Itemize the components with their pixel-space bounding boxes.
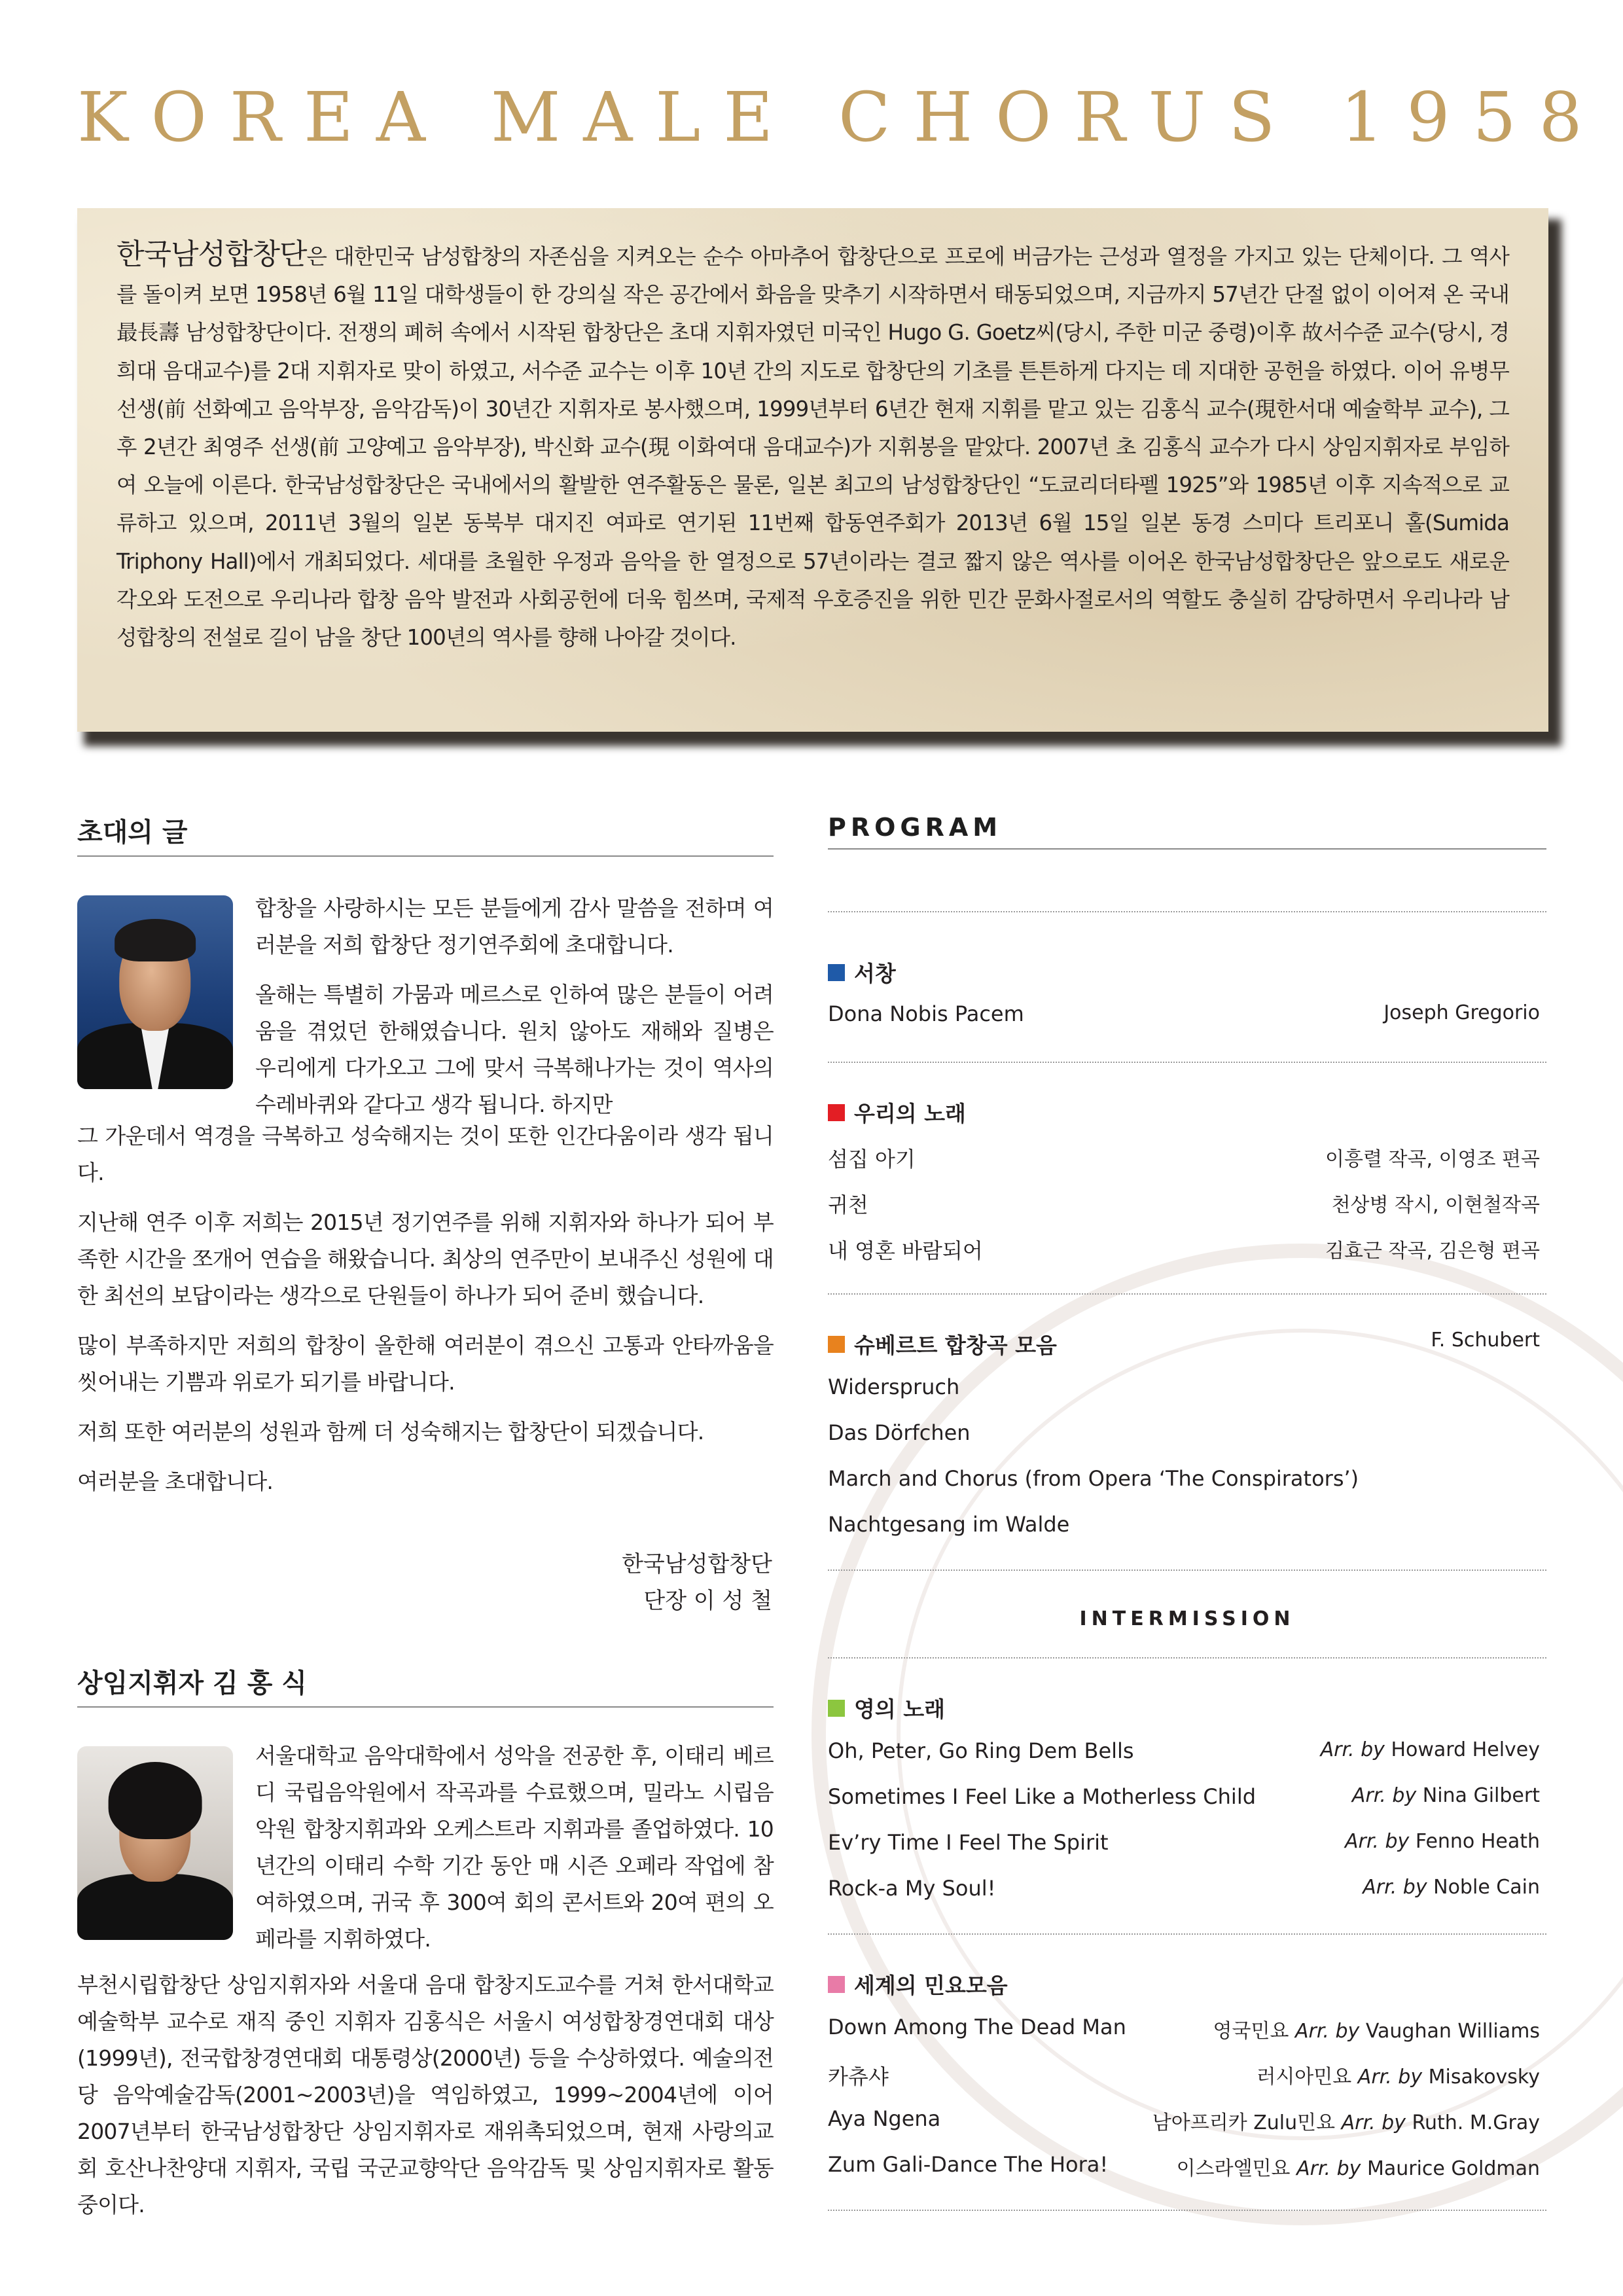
divider [828,2210,1546,2211]
program-heading: PROGRAM [828,813,1546,850]
sign-org: 한국남성합창단 [622,1551,772,1577]
invite-p2: 올해는 특별히 가뭄과 메르스로 인하여 많은 분들이 어려움을 겪었던 한해였습니다. 원치 않아도 재해와 질병은 우리에게 다가오고 그에 맞서 극복해나가는 것이 역사의 수레바퀴와 같다고 생각 됩니다. 하지만 [255,982,774,1117]
song-title: Dona Nobis Pacem [828,1001,1024,1026]
conductor-text-bottom [77,1967,774,2236]
section-label: 영의 노래 [854,1696,946,1722]
conductor-p2: 부천시립합창단 상임지휘자와 서울대 음대 합창지도교수를 거쳐 한서대학교 예술학부 교수로 재직 중인 지휘자 김홍식은 서울시 여성합창경연대회 대상(1999년), 전국합창경연대회 대통령상(2000년) 등을 수상하였다. 예술의전당 음악예술감독(2001~2003년)을 역임하였고, 1999~2004년에 이어 2007년부터 한국남성합창단 상임지휘자로 재위촉되었으며, 현재 사랑의교회 호산나찬양대 지휘자, 국립 국군교향악단 음악감독 및 상임지휘자로 활동 중이다. [77,1972,774,2217]
program-row [828,1784,1540,1809]
arranger: Maurice Goldman [1366,2157,1540,2180]
intro-box [77,208,1548,732]
song-title: Widerspruch [828,1374,960,1399]
arranger: Misakovsky [1428,2066,1540,2089]
song-title: Nachtgesang im Walde [828,1512,1070,1537]
song-credit: 천상병 작시, 이현철작곡 [1331,1194,1540,1217]
song-title: Zum Gali-Dance The Hora! [828,2152,1109,2177]
intermission-label: INTERMISSION [1079,1607,1295,1630]
president-photo [77,895,233,1089]
song-title: Ev’ry Time I Feel The Spirit [828,1830,1109,1855]
intro-lead: 한국남성합창단 [116,238,307,271]
divider [828,1570,1546,1571]
title-letter: A [376,77,425,157]
song-title: Sometimes I Feel Like a Motherless Child [828,1784,1257,1809]
title-letter: H [913,77,973,157]
invite-p6: 여러분을 초대합니다. [77,1469,274,1494]
conductor-text-top [255,1738,774,1971]
green-square-icon [828,1700,845,1717]
song-title: March and Chorus (from Opera ‘The Conspirators’) [828,1466,1359,1491]
title-letter: 8 [1539,77,1582,157]
page-title [77,77,1582,157]
program-row [828,1512,1540,1537]
program-section-folk [828,1969,1008,2000]
arranger: Ruth. M.Gray [1412,2111,1540,2134]
song-title: Das Dörfchen [828,1420,971,1445]
section-label: 세계의 민요모음 [854,1973,1008,1998]
title-letter: O [995,77,1052,157]
arranger: Noble Cain [1433,1876,1540,1899]
divider [828,1657,1546,1659]
song-credit: Joseph Gregorio [1383,1001,1540,1024]
program-row [828,1738,1540,1763]
arr-prefix: Arr. by [1351,1784,1417,1807]
divider [828,1293,1546,1295]
photo-suit [77,1874,233,1940]
arranger: Vaughan Williams [1365,2020,1540,2043]
conductor-p1: 서울대학교 음악대학에서 성악을 전공한 후, 이태리 베르디 국립음악원에서 작곡과를 수료했으며, 밀라노 시립음악원 합창지휘과와 오케스트라 지휘과를 졸업하였다. 10년간의 이태리 수학 기간 동안 매 시즌 오페라 작업에 참여하였으며, 귀국 후 300여 회의 콘서트와 20여 편의 오페라를 지휘하였다. [255,1743,774,1952]
song-title: 내 영혼 바람되어 [828,1238,983,1263]
program-section-opening [828,957,896,988]
invite-p5: 저희 또한 여러분의 성원과 함께 더 성숙해지는 합창단이 되겠습니다. [77,1419,704,1444]
arranger: Nina Gilbert [1422,1784,1540,1807]
song-credit: 김효근 작곡, 김은형 편곡 [1325,1240,1540,1263]
title-space [796,77,815,157]
divider [828,911,1546,912]
title-letter: A [583,77,633,157]
invite-p4: 많이 부족하지만 저희의 합창이 올한해 여러분이 겪으신 고통과 안타까움을 씻어내는 기쁨과 위로가 되기를 바랍니다. [77,1333,774,1395]
photo-hair [109,1762,202,1839]
blue-square-icon [828,964,845,981]
invite-p1: 합창을 사랑하시는 모든 분들에게 감사 말씀을 전하며 여러분을 저희 합창단 정기연주회에 초대합니다. [255,895,774,958]
program-row [828,1374,1540,1399]
arr-prefix: Arr. by [1341,2111,1406,2134]
program-row [828,1234,1540,1265]
title-space [1298,77,1317,157]
title-letter: E [304,77,353,157]
photo-hair [115,919,196,961]
program-row [828,2060,1540,2090]
song-title: 카츄샤 [828,2064,889,2089]
program-row [828,2015,1540,2043]
program-section-korean [828,1097,966,1128]
orange-square-icon [828,1336,845,1353]
arr-prefix: Arr. by [1357,2066,1423,2089]
program-row [828,1466,1540,1491]
title-letter: O [151,77,207,157]
section-label: 우리의 노래 [854,1101,966,1126]
title-letter: M [490,77,561,157]
arranger: Howard Helvey [1391,1738,1540,1761]
arr-prefix: Arr. by [1344,1830,1410,1853]
conductor-photo [77,1746,233,1940]
song-title: Aya Ngena [828,2106,941,2131]
song-title: Down Among The Dead Man [828,2015,1126,2039]
origin: 러시아민요 [1257,2066,1352,2089]
invite-p2b: 그 가운데서 역경을 극복하고 성숙해지는 것이 또한 인간다움이라 생각 됩니다. [77,1123,774,1185]
invite-signature [622,1546,772,1619]
arr-prefix: Arr. by [1296,2157,1361,2180]
sign-name: 단장 이 성 철 [643,1588,772,1614]
song-title: 귀천 [828,1193,868,1217]
title-letter: S [1228,77,1275,157]
title-letter: K [77,77,128,157]
title-letter: E [723,77,774,157]
title-space [448,77,468,157]
program-row [828,1189,1540,1219]
divider [828,1933,1546,1935]
program-row [828,1830,1540,1855]
arr-prefix: Arr. by [1294,2020,1360,2043]
song-credit: 이흥렬 작곡, 이영조 편곡 [1325,1148,1540,1171]
title-letter: L [655,77,701,157]
title-letter: R [229,77,281,157]
composer: F. Schubert [1431,1329,1540,1352]
title-letter: 1 [1340,77,1384,157]
arranger: Fenno Heath [1415,1830,1540,1853]
section-label: 서창 [854,961,896,986]
invite-p3: 지난해 연주 이후 저희는 2015년 정기연주를 위해 지휘자와 하나가 되어 부족한 시간을 쪼개어 연습을 해왔습니다. 최상의 연주만이 보내주신 성원에 대한 최선의 보답이라는 생각으로 단원들이 하나가 되어 준비 했습니다. [77,1210,774,1308]
program-row [828,2152,1540,2181]
intro-text: 은 대한민국 남성합창의 자존심을 지켜오는 순수 아마추어 합창단으로 프로에 버금가는 근성과 열정을 가지고 있는 단체이다. 그 역사를 돌이켜 보면 1958년 6월 11일 대학생들이 한 강의실 작은 공간에서 화음을 맞추기 시작하면서 태동되었으며, 지금까지 57년간 단절 없이 이어져 온 국내 最長壽 남성합창단이다. 전쟁의 폐허 속에서 시작된 합창단은 초대 지휘자였던 미국인 Hugo G. Goetz씨(당시, 주한 미군 중령)이후 故서수준 교수(당시, 경희대 음대교수)를 2대 지휘자로 맞이 하였고, 서수준 교수는 이후 10년 간의 지도로 합창단의 기초를 튼튼하게 다지는 데 지대한 공헌을 하였다. 이어 유병무 선생(前 선화예고 음악부장, 음악감독)이 30년간 지휘자로 봉사했으며, 1999년부터 6년간 현재 지휘를 맡고 있는 김홍식 교수(現한서대 예술학부 교수), 그 후 2년간 최영주 선생(前 고양예고 음악부장), 박신화 교수(現 이화여대 음대교수)가 지휘봉을 맡았다. 2007년 초 김홍식 교수가 다시 상임지휘자로 부임하여 오늘에 이른다. 한국남성합창단은 국내에서의 활발한 연주활동은 물론, 일본 최고의 남성합창단인 “도쿄리더타펠 1925”와 1985년 이후 지속적으로 교류하고 있으며, 2011년 3월의 일본 동북부 대지진 여파로 연기된 11번째 합동연주회가 2013년 6월 15일 일본 동경 스미다 트리포니 홀(Sumida Triphony Hall)에서 개최되었다. 세대를 초월한 우정과 음악을 한 열정으로 57년이라는 결코 짧지 않은 역사를 이어온 한국남성합창단은 앞으로도 새로운 각오와 도전으로 우리나라 합창 음악 발전과 사회공헌에 더욱 힘쓰며, 국제적 우호증진을 위한 민간 문화사절로서의 역할도 충실히 감당하면서 우리나라 남성합창의 전설로 길이 남을 창단 100년의 역사를 향해 나아갈 것이다. [116,244,1509,651]
pink-square-icon [828,1976,845,1993]
origin: 영국민요 [1213,2020,1289,2043]
section-label: 슈베르트 합창곡 모음 [854,1333,1057,1358]
program-section-schubert [828,1329,1540,1359]
conductor-heading: 상임지휘자 김 홍 식 [77,1662,774,1708]
program-row [828,1001,1540,1026]
invite-heading: 초대의 글 [77,812,774,857]
invite-text-top [255,890,774,1123]
arr-prefix: Arr. by [1320,1738,1385,1761]
title-letter: 9 [1406,77,1450,157]
title-letter: C [838,77,891,157]
song-title: Oh, Peter, Go Ring Dem Bells [828,1738,1134,1763]
red-square-icon [828,1104,845,1121]
title-letter: 5 [1472,77,1516,157]
song-title: Rock-a My Soul! [828,1876,996,1901]
title-letter: U [1148,77,1206,157]
divider [828,1062,1546,1063]
program-row [828,1876,1540,1901]
program-section-spirituals [828,1693,945,1723]
origin: 이스라엘민요 [1176,2157,1291,2180]
section-header [828,1329,1057,1359]
title-letter: R [1074,77,1126,157]
origin: 남아프리카 Zulu민요 [1152,2111,1336,2134]
program-row [828,2106,1540,2135]
song-title: 섬집 아기 [828,1147,916,1172]
invite-text-bottom [77,1118,774,1513]
program-row [828,1143,1540,1173]
program-row [828,1420,1540,1445]
arr-prefix: Arr. by [1363,1876,1427,1899]
